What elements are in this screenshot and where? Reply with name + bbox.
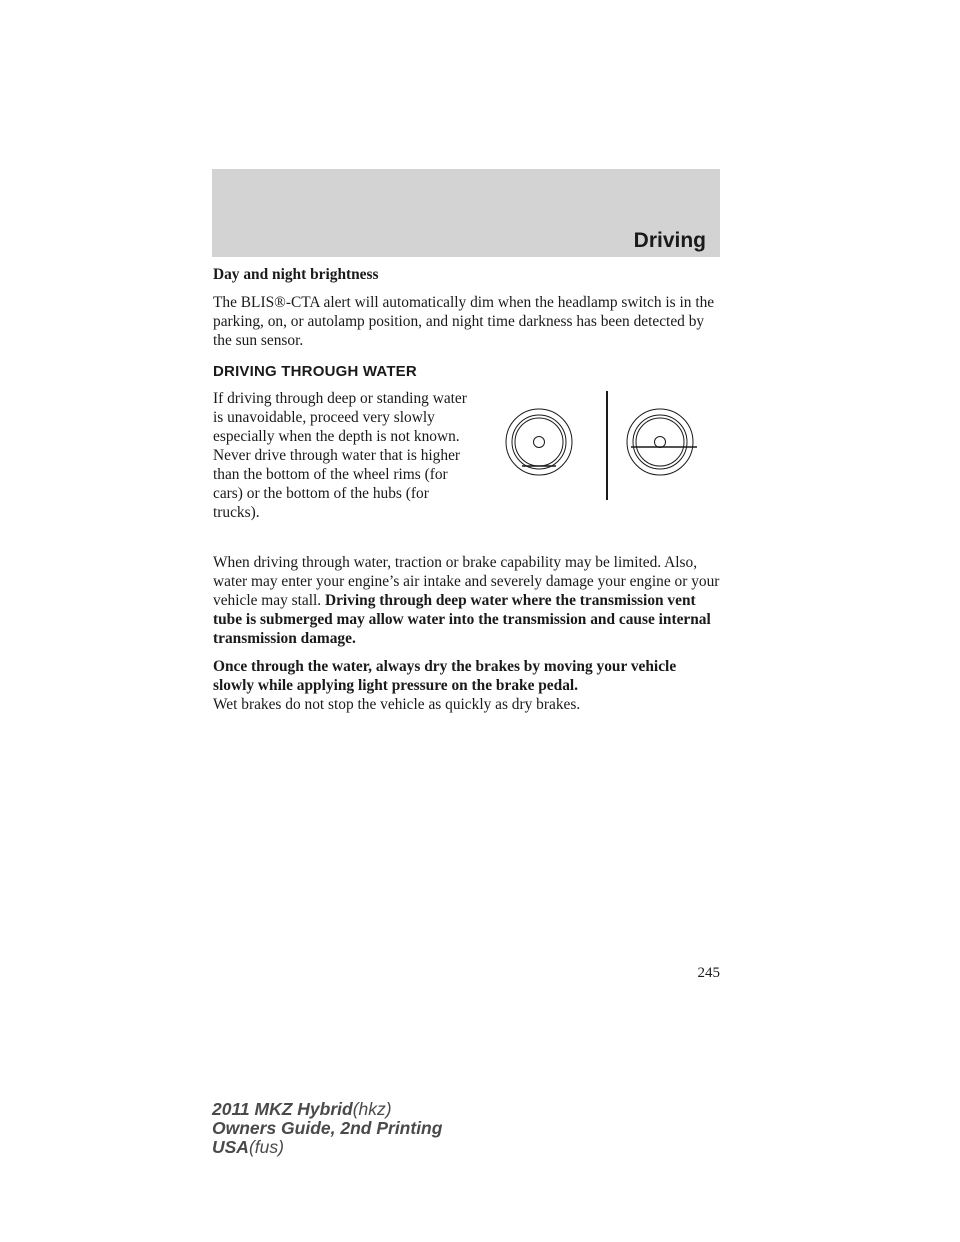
- brightness-paragraph: The BLIS®-CTA alert will automatically dim when the headlamp switch is in the parking, on, or autolamp position, and night time darkness has been detected by the sun sensor.: [213, 294, 715, 349]
- truck-wheel-icon: [627, 409, 697, 475]
- footer-market-line: USA(fus): [212, 1137, 284, 1157]
- water-section-heading: DRIVING THROUGH WATER: [213, 363, 417, 380]
- footer-publication-info: [212, 1100, 442, 1157]
- water-intro-row: [213, 389, 721, 549]
- wheel-water-level-illustration: [499, 386, 709, 504]
- water-intro-paragraph: If driving through deep or standing water is unavoidable, proceed very slowly especially when the depth is not known. Never drive through water that is higher than the bottom of the wheel rims (for cars) or the bottom of the hubs (for trucks).: [213, 390, 467, 521]
- water-traction-paragraph: When driving through water, traction or brake capability may be limited. Also, water may enter your engine’s air intake and severely damage your engine or your vehicle may stall. Driving through deep water where the transmission vent tube is submerged may allow water into the transmission and cause internal transmission damage.: [213, 554, 720, 647]
- section-header-band: [212, 169, 720, 257]
- page-number: 245: [697, 965, 720, 981]
- water-brakes-paragraph: Once through the water, always dry the brakes by moving your vehicle slowly while applying light pressure on the brake pedal. Wet brakes do not stop the vehicle as quickly as dry brakes.: [213, 658, 677, 713]
- brightness-subheading: Day and night brightness: [213, 266, 379, 283]
- section-title: Driving: [633, 229, 706, 252]
- car-wheel-icon: [506, 409, 572, 475]
- footer-guide-line: Owners Guide, 2nd Printing: [212, 1118, 443, 1138]
- page-content: [213, 265, 721, 723]
- footer-model-line: 2011 MKZ Hybrid(hkz): [212, 1099, 392, 1119]
